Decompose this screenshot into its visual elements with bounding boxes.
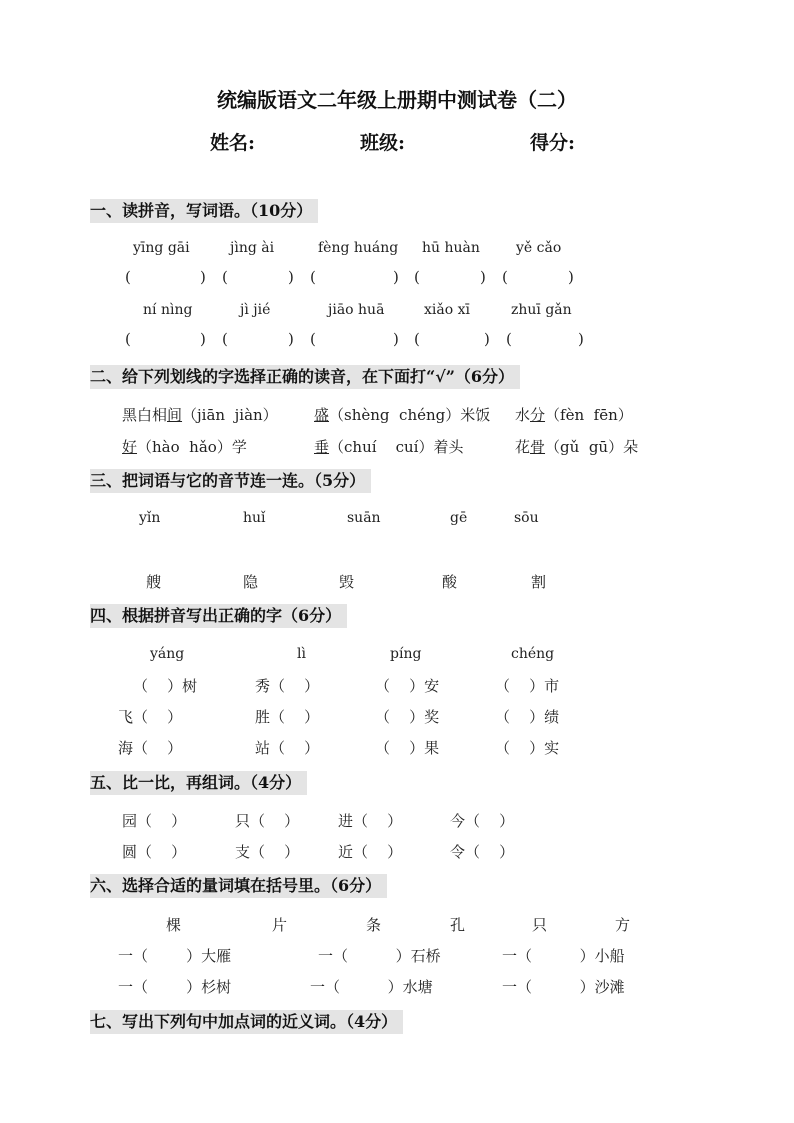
measure-word: 条 [366, 916, 382, 934]
compare-item: 今（ ） [450, 812, 515, 830]
answer-open: ( [125, 268, 131, 286]
measure-word: 方 [615, 916, 631, 934]
fill-item: 海（ ） [118, 739, 183, 757]
fill-item: （ ）安 [375, 677, 440, 695]
section-1-heading: 一、读拼音，写词语。（10分） [90, 199, 318, 223]
answer-open: ( [414, 268, 420, 286]
answer-open: ( [502, 268, 508, 286]
pinyin: suān [347, 510, 381, 526]
reading-item: 花骨（gǔ gū）朵 [515, 438, 639, 456]
char: 酸 [442, 573, 458, 591]
measure-item: 一（ ）杉树 [118, 978, 232, 996]
answer-close: ) [288, 330, 294, 348]
answer-close: ) [393, 268, 399, 286]
fill-item: （ ）树 [133, 677, 198, 695]
measure-word: 片 [272, 916, 288, 934]
fill-item: 站（ ） [255, 739, 320, 757]
fill-item: （ ）果 [375, 739, 440, 757]
pinyin: yě cǎo [516, 240, 562, 256]
pinyin: jìng ài [230, 240, 275, 256]
answer-close: ) [578, 330, 584, 348]
section-2-heading: 二、给下列划线的字选择正确的读音，在下面打“√”（6分） [90, 365, 520, 389]
measure-item: 一（ ）大雁 [118, 947, 232, 965]
name-label: 姓名: [210, 132, 256, 154]
measure-item: 一（ ）沙滩 [502, 978, 625, 996]
reading-item: 垂（chuí cuí）着头 [314, 438, 464, 456]
answer-close: ) [484, 330, 490, 348]
compare-item: 园（ ） [122, 812, 187, 830]
measure-word: 孔 [450, 916, 466, 934]
page-title: 统编版语文二年级上册期中测试卷（二） [217, 88, 577, 112]
section-7-heading: 七、写出下列句中加点词的近义词。（4分） [90, 1010, 403, 1034]
pinyin: sōu [514, 510, 539, 526]
pinyin: jiāo huā [328, 302, 385, 318]
answer-open: ( [310, 330, 316, 348]
compare-item: 令（ ） [450, 843, 515, 861]
answer-close: ) [200, 330, 206, 348]
reading-item: 黑白相间（jiān jiàn） [122, 406, 278, 424]
answer-close: ) [568, 268, 574, 286]
pinyin: lì [297, 646, 306, 662]
fill-item: 胜（ ） [255, 708, 320, 726]
char: 隐 [243, 573, 259, 591]
pinyin: píng [390, 646, 422, 662]
pinyin: ní nìng [143, 302, 193, 318]
reading-item: 好（hào hǎo）学 [122, 438, 247, 456]
compare-item: 近（ ） [338, 843, 403, 861]
answer-open: ( [222, 268, 228, 286]
section-5-heading: 五、比一比，再组词。（4分） [90, 771, 307, 795]
fill-item: （ ）奖 [375, 708, 440, 726]
pinyin: jì jié [240, 302, 271, 318]
pinyin: chéng [511, 646, 555, 662]
pinyin: gē [450, 510, 468, 526]
score-label: 得分: [530, 132, 576, 154]
pinyin: huǐ [243, 510, 266, 526]
pinyin: hū huàn [422, 240, 480, 256]
reading-item: 水分（fèn fēn） [515, 406, 633, 424]
fill-item: 飞（ ） [118, 708, 183, 726]
measure-item: 一（ ）小船 [502, 947, 625, 965]
section-6-heading: 六、选择合适的量词填在括号里。（6分） [90, 874, 387, 898]
pinyin: yáng [150, 646, 185, 662]
compare-item: 进（ ） [338, 812, 403, 830]
measure-item: 一（ ）石桥 [318, 947, 441, 965]
fill-item: （ ）市 [495, 677, 560, 695]
answer-open: ( [414, 330, 420, 348]
compare-item: 只（ ） [235, 812, 300, 830]
pinyin: xiǎo xī [424, 302, 470, 318]
measure-word: 只 [532, 916, 548, 934]
fill-item: 秀（ ） [255, 677, 320, 695]
fill-item: （ ）绩 [495, 708, 560, 726]
class-label: 班级: [360, 132, 406, 154]
answer-open: ( [310, 268, 316, 286]
char: 毁 [339, 573, 355, 591]
answer-open: ( [125, 330, 131, 348]
char: 割 [531, 573, 547, 591]
section-3-heading: 三、把词语与它的音节连一连。（5分） [90, 469, 371, 493]
pinyin: yǐn [139, 510, 161, 526]
fill-item: （ ）实 [495, 739, 560, 757]
answer-close: ) [393, 330, 399, 348]
answer-close: ) [480, 268, 486, 286]
measure-item: 一（ ）水塘 [310, 978, 433, 996]
char: 艘 [146, 573, 162, 591]
measure-word: 棵 [166, 916, 182, 934]
answer-close: ) [288, 268, 294, 286]
pinyin: fèng huáng [318, 240, 399, 256]
pinyin: zhuī gǎn [511, 302, 572, 318]
reading-item: 盛（shèng chéng）米饭 [314, 406, 491, 424]
pinyin: yīng gāi [133, 240, 190, 256]
answer-open: ( [506, 330, 512, 348]
answer-close: ) [200, 268, 206, 286]
compare-item: 支（ ） [235, 843, 300, 861]
compare-item: 圆（ ） [122, 843, 187, 861]
answer-open: ( [222, 330, 228, 348]
section-4-heading: 四、根据拼音写出正确的字（6分） [90, 604, 347, 628]
